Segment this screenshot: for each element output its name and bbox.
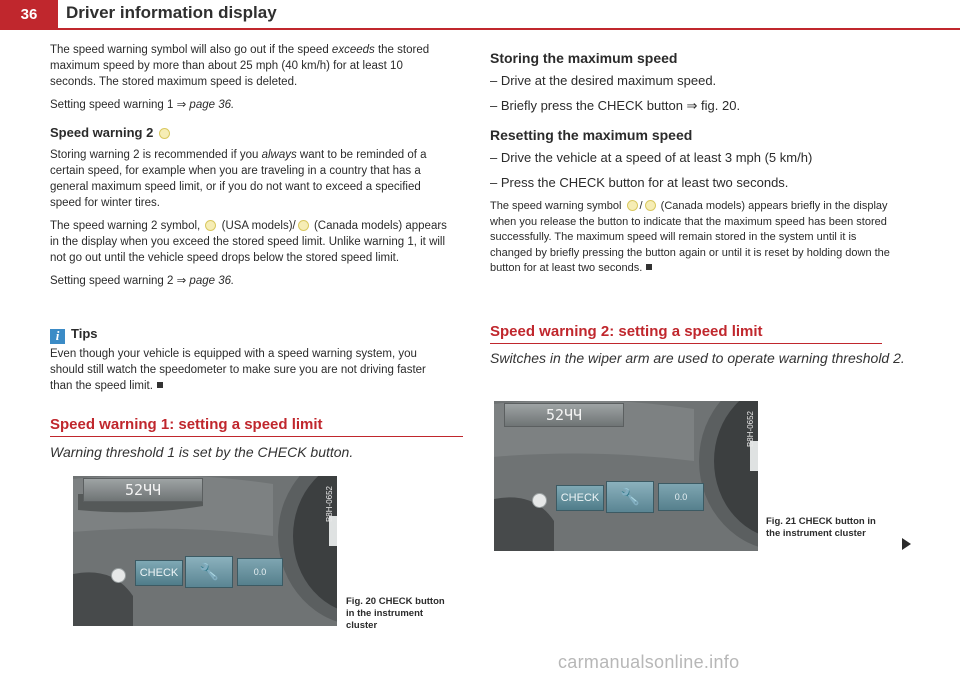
service-button (185, 556, 233, 588)
section-title-speed-warning-1: Speed warning 1: setting a speed limit (50, 416, 323, 433)
page-number: 36 (0, 0, 58, 28)
page-reference-link[interactable]: page 36. (189, 99, 235, 111)
trip-reset-button: 0.0 (658, 483, 704, 511)
paragraph-setting-1: Setting speed warning 1 ⇒ page 36. (50, 99, 235, 111)
odometer-display: 52ЧЧ (83, 478, 203, 502)
tips-heading: i Tips (50, 325, 98, 344)
tips-box (50, 346, 450, 401)
odometer-display: 52ЧЧ (504, 403, 624, 427)
heading-storing-max-speed: Storing the maximum speed (490, 50, 678, 66)
paragraph-setting-2: Setting speed warning 2 ⇒ page 36. (50, 275, 235, 287)
wrench-icon: 🔧 (620, 489, 640, 506)
heading-speed-warning-2: Speed warning 2 (50, 125, 450, 141)
speed-warning-canada-icon (298, 220, 309, 231)
chapter-title: Driver information display (66, 3, 277, 22)
reset-step-1: – Drive the vehicle at a speed of at least 3 mph (5 km/h) (490, 150, 813, 165)
reset-knob (111, 568, 126, 583)
tips-text: Even though your vehicle is equipped with a speed warning system, you should still watch the speedometer to make sure you are not driving faster than the speed limit. (50, 348, 426, 392)
section-intro-2: Switches in the wiper arm are used to operate warning threshold 2. (490, 350, 905, 366)
header-rule (0, 28, 960, 30)
watermark: carmanualsonline.info (558, 652, 740, 672)
speed-warning-icon (159, 128, 170, 139)
end-marker-icon (646, 264, 652, 270)
continue-arrow-icon (902, 538, 911, 550)
paragraph-exceeds: The speed warning symbol will also go out if the speed exceeds the stored maximum speed by more than about 25 mph (40 km/h) for at least 10 seconds. The stored maximum speed is deleted. (50, 44, 430, 88)
section-rule (490, 343, 882, 344)
store-step-1: – Drive at the desired maximum speed. (490, 73, 717, 88)
wrench-icon: 🔧 (199, 564, 219, 581)
heading-resetting-max-speed: Resetting the maximum speed (490, 127, 693, 143)
figure-20 (73, 476, 337, 626)
figure-20-caption: Fig. 20 CHECK button in the instrument cluster (346, 596, 445, 631)
store-step-2: – Briefly press the CHECK button ⇒ fig. 20. (490, 98, 741, 113)
figure-code: B8H-0652 (746, 411, 755, 448)
section-intro-1: Warning threshold 1 is set by the CHECK button. (50, 444, 354, 460)
service-button (606, 481, 654, 513)
speed-warning-usa-icon (205, 220, 216, 231)
figure-code: B8H-0652 (325, 486, 334, 523)
section-title-speed-warning-2: Speed warning 2: setting a speed limit (490, 323, 763, 340)
paragraph-storing-warning-2: Storing warning 2 is recommended if you always want to be reminded of a certain speed, for example when you are traveling in a country that has a general maximum speed limit, or if you do not want to exceed a specified speed for winter tires. (50, 149, 427, 209)
figure-21 (494, 401, 758, 551)
reset-knob (532, 493, 547, 508)
check-button: CHECK (556, 485, 604, 511)
page-reference-link[interactable]: page 36. (189, 275, 235, 287)
figure-21-caption: Fig. 21 CHECK button in the instrument cluster (766, 516, 876, 539)
speed-warning-usa-icon (627, 200, 638, 211)
paragraph-symbol: The speed warning 2 symbol, (USA models)/ (Canada models) appears in the display when you exceed the stored speed limit. Unlike warning 1, it will not go out until the vehicle speed drops below the stored speed limit. (50, 220, 447, 264)
section-rule (50, 436, 463, 437)
info-icon: i (50, 329, 65, 344)
speed-warning-canada-icon (645, 200, 656, 211)
right-column (490, 50, 900, 284)
trip-reset-button: 0.0 (237, 558, 283, 586)
paragraph-symbol-stored: The speed warning symbol / (Canada models) appears briefly in the display when you release the button to indicate that the maximum speed has been stored successfully. The maximum speed will remain stored in the system until it is changed by briefly pressing the button again or until it is reset by holding down the button for at least two seconds. (490, 200, 890, 274)
check-button: CHECK (135, 560, 183, 586)
end-marker-icon (157, 382, 163, 388)
reset-step-2: – Press the CHECK button for at least two seconds. (490, 175, 789, 190)
left-column (50, 42, 450, 296)
